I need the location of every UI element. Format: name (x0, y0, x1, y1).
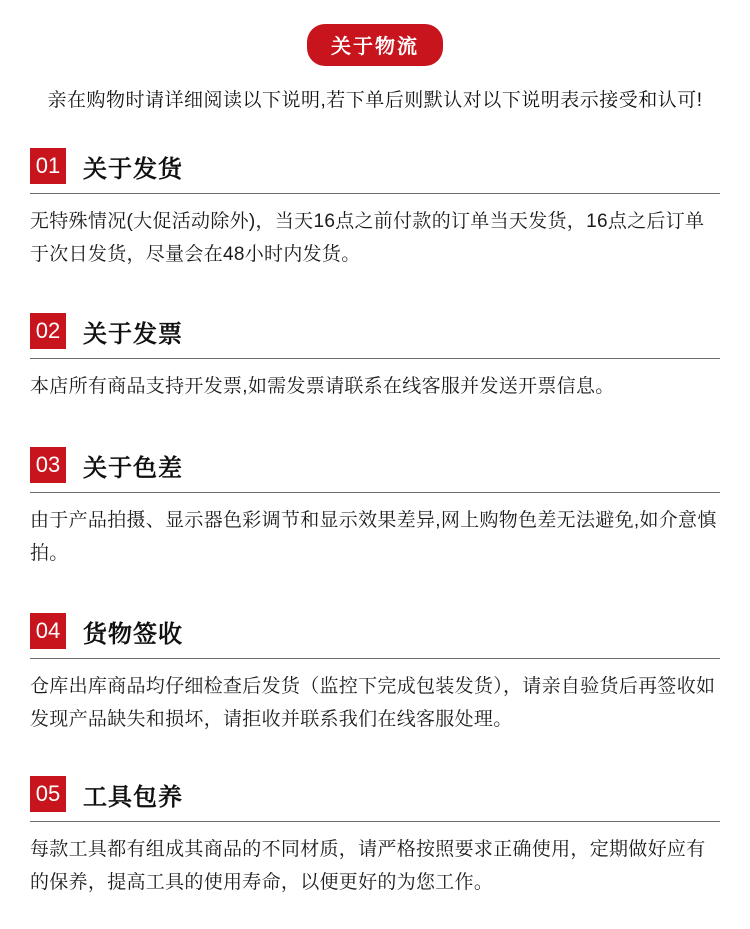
section-number-badge: 05 (30, 776, 66, 812)
section-title: 关于色差 (83, 454, 183, 482)
section-header (30, 776, 720, 812)
section-header (30, 447, 720, 483)
section-invoice (30, 313, 720, 403)
section-body-text: 每款工具都有组成其商品的不同材质，请严格按照要求正确使用，定期做好应有的保养，提高工具的使用寿命，以便更好的为您工作。 (30, 839, 706, 893)
section-shipping (30, 148, 720, 271)
section-number-badge: 04 (30, 613, 66, 649)
section-header (30, 313, 720, 349)
section-divider (30, 358, 720, 359)
page-title: 关于物流 (307, 24, 443, 66)
section-divider (30, 492, 720, 493)
section-goods-receipt (30, 613, 720, 736)
section-body-text: 由于产品拍摄、显示器色彩调节和显示效果差异,网上购物色差无法避免,如介意慎拍。 (30, 510, 717, 564)
section-divider (30, 821, 720, 822)
section-number-badge: 03 (30, 447, 66, 483)
intro-text: 亲在购物时请详细阅读以下说明,若下单后则默认对以下说明表示接受和认可! (47, 90, 703, 111)
section-body-text: 无特殊情况(大促活动除外)，当天16点之前付款的订单当天发货，16点之后订单于次日发货，尽量会在48小时内发货。 (30, 211, 705, 265)
section-body-text: 本店所有商品支持开发票,如需发票请联系在线客服并发送开票信息。 (30, 376, 615, 397)
section-title: 货物签收 (83, 620, 183, 648)
section-number-badge: 02 (30, 313, 66, 349)
section-header (30, 613, 720, 649)
section-number-badge: 01 (30, 148, 66, 184)
section-color-difference (30, 447, 720, 570)
logistics-info-page (0, 24, 750, 929)
section-body-text: 仓库出库商品均仔细检查后发货（监控下完成包装发货），请亲自验货后再签收如发现产品缺失和损坏，请拒收并联系我们在线客服处理。 (30, 676, 716, 730)
section-divider (30, 193, 720, 194)
section-title: 关于发票 (83, 320, 183, 348)
section-title: 工具包养 (83, 783, 183, 811)
section-title: 关于发货 (83, 155, 183, 183)
section-tool-maintenance (30, 776, 720, 899)
section-divider (30, 658, 720, 659)
section-header (30, 148, 720, 184)
